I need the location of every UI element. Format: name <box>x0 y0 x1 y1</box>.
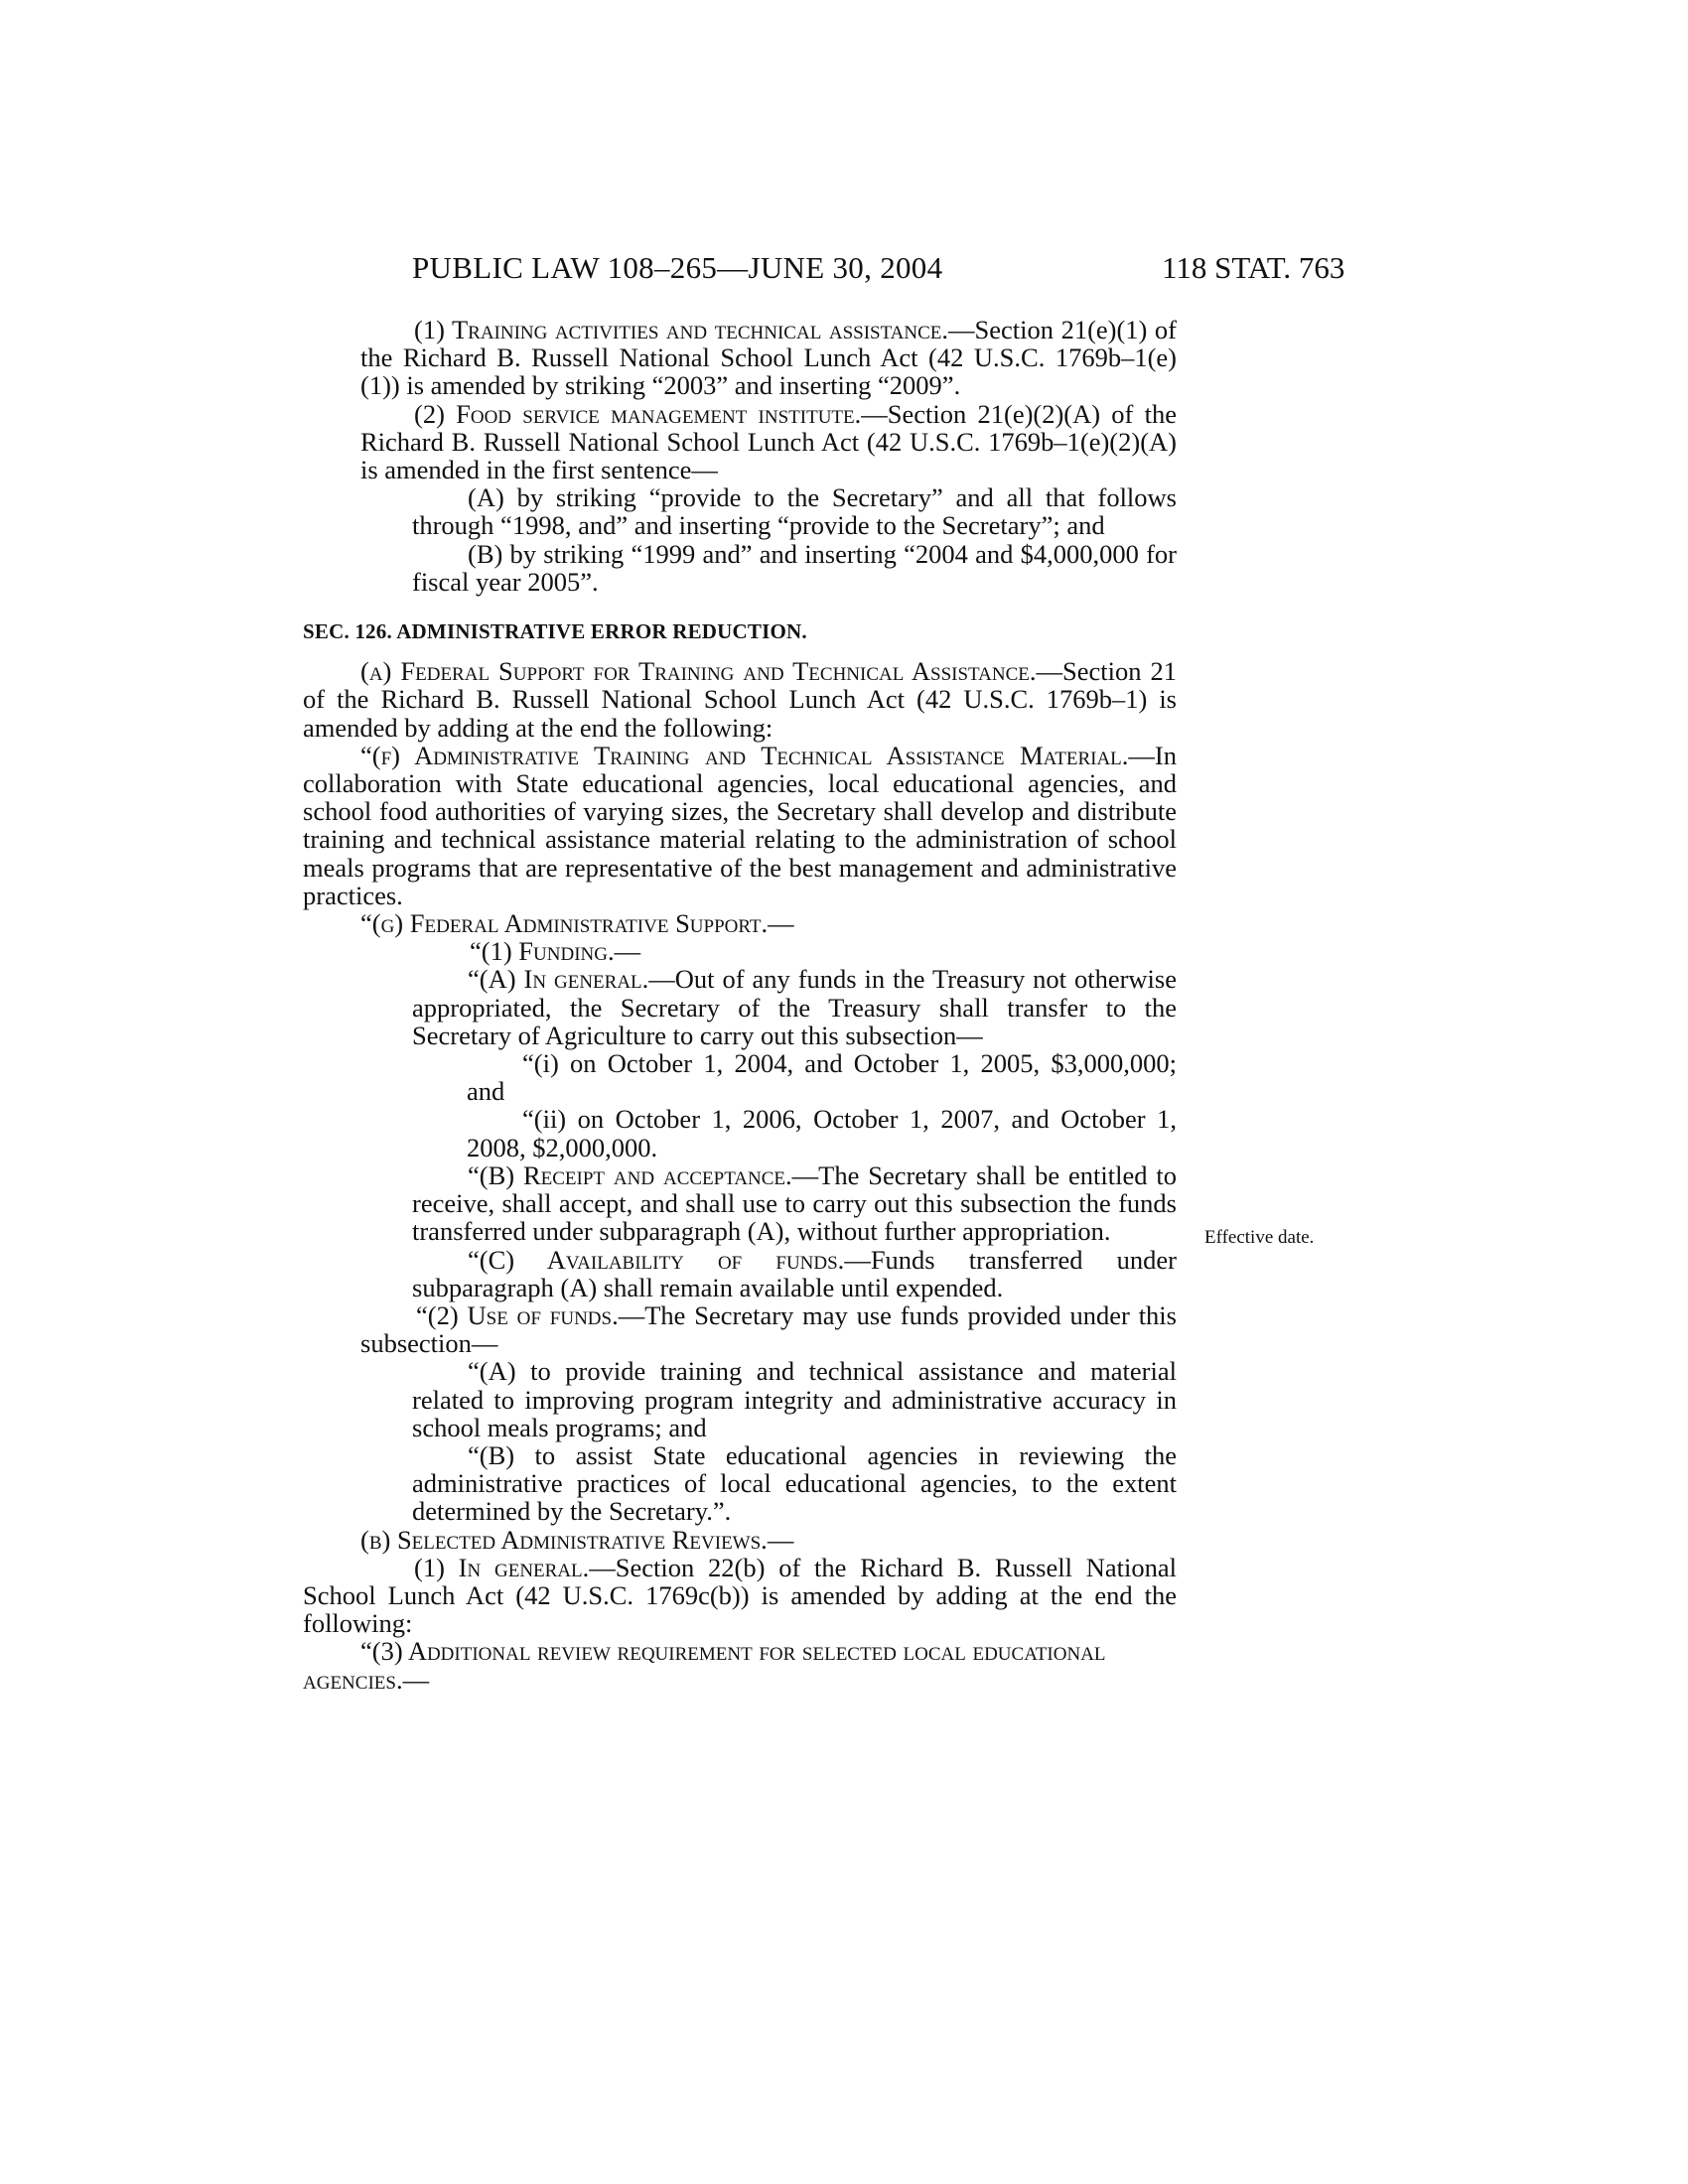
clause-gAii: “(ii) on October 1, 2006, October 1, 2007, and October 1, 2008, $2,000,000. <box>467 1104 1177 1162</box>
paragraph-1: (1) Training activities and technical assistance.—Section 21(e)(1) of the Richard B. Russell National School Lunch Act (42 U.S.C. 1769b–1(e)(1)) is amended by striking “2003” and inserting “2009”. <box>360 315 1177 401</box>
statute-page-number: 118 STAT. 763 <box>1162 250 1345 285</box>
subsection-b: (b) Selected Administrative Reviews.— <box>360 1524 794 1555</box>
subparagraph-g2A: “(A) to provide training and technical assistance and material related to improving program integrity and administrative accuracy in school meals programs; and <box>412 1356 1177 1442</box>
paragraph-b3: “(3) Additional review requirement for selected local educational agencies.— <box>303 1636 1106 1695</box>
paragraph-b1: (1) In general.—Section 22(b) of the Richard B. Russell National School Lunch Act (42 U.S.C. 1769c(b)) is amended by adding at the end the following: <box>303 1552 1177 1639</box>
subparagraph-gB: “(B) Receipt and acceptance.—The Secretary shall be entitled to receive, shall accept, and shall use to carry out this subsection the funds transferred under subparagraph (A), without further appropriation. <box>412 1160 1177 1247</box>
section-heading: SEC. 126. ADMINISTRATIVE ERROR REDUCTION. <box>303 619 807 644</box>
subparagraph-g2B: “(B) to assist State educational agencies in reviewing the administrative practices of local educational agencies, to the extent determined by the Secretary.”. <box>412 1439 1177 1527</box>
paragraph-2a: (A) by striking “provide to the Secretary” and all that follows through “1998, and” and inserting “provide to the Secretary”; and <box>412 482 1177 541</box>
subsection-g: “(g) Federal Administrative Support.— <box>360 908 794 939</box>
subparagraph-gC: “(C) Availability of funds.—Funds transferred under subparagraph (A) shall remain available until expended. <box>412 1244 1177 1302</box>
paragraph-2b: (B) by striking “1999 and” and inserting “2004 and $4,000,000 for fiscal year 2005”. <box>412 538 1177 597</box>
paragraph-2: (2) Food service management institute.—Section 21(e)(2)(A) of the Richard B. Russell National School Lunch Act (42 U.S.C. 1769b–1(e)(2)(A) is amended in the first sentence— <box>360 398 1177 485</box>
paragraph-g2: “(2) Use of funds.—The Secretary may use funds provided under this subsection— <box>360 1299 1177 1359</box>
subsection-f: “(f) Administrative Training and Technical Assistance Material.—In collaboration with State educational agencies, local educational agencies, and school food authorities of varying sizes, the Secretary shall develop and distribute training and technical assistance material relating to the administration of school meals programs that are representative of the best management and administrative practices. <box>303 740 1177 910</box>
subsection-a: (a) Federal Support for Training and Technical Assistance.—Section 21 of the Richard B. Russell National School Lunch Act (42 U.S.C. 1769b–1) is amended by adding at the end the following: <box>303 656 1177 743</box>
running-header <box>0 250 1688 290</box>
paragraph-g1: “(1) Funding.— <box>470 936 641 967</box>
page-header-title: PUBLIC LAW 108–265—JUNE 30, 2004 <box>412 250 943 285</box>
margin-note-effective-date: Effective date. <box>1204 1227 1315 1248</box>
clause-gAi: “(i) on October 1, 2004, and October 1, 2005, $3,000,000; and <box>467 1048 1177 1107</box>
document-body <box>303 316 1177 1694</box>
subparagraph-gA: “(A) In general.—Out of any funds in the Treasury not otherwise appropriated, the Secretary of the Treasury shall transfer to the Secretary of Agriculture to carry out this subsection— <box>412 964 1177 1050</box>
